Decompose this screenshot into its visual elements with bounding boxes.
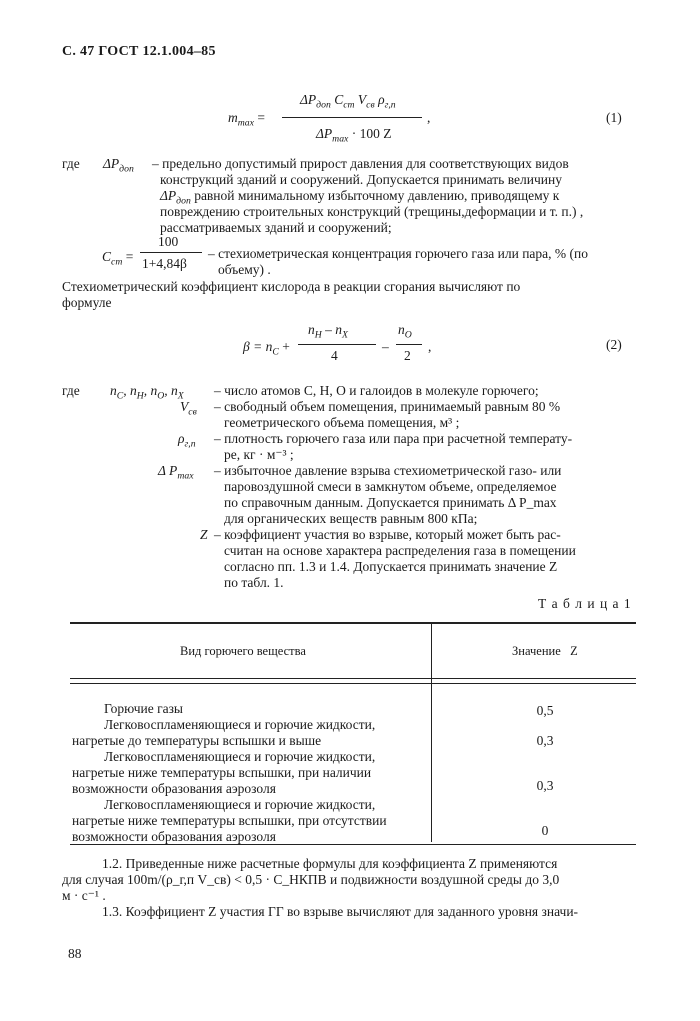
def-text: – число атомов С, Н, О и галоидов в молекуле горючего; [214,383,539,398]
def-text: – плотность горючего газа или пара при расчетной температу- [214,431,573,446]
def-label: $n_C$, $n_H$, $n_O$, $n_X$ [110,383,184,402]
def-label: Z [200,527,208,542]
def-text: – коэффициент участия во взрыве, который может быть рас- [214,527,561,542]
def-text: – предельно допустимый прирост давления для соответствующих видов [152,156,569,171]
paragraph-line: м · с⁻¹ . [62,888,106,903]
table-column-divider [431,622,432,842]
page-header: С. 47 ГОСТ 12.1.004–85 [62,44,216,59]
paragraph-line: 1.2. Приведенные ниже расчетные формулы для коэффициента Z применяются [102,856,558,871]
formula-2-fraction-bar-2 [396,344,422,345]
formula-1-lhs: $m_{max}$ = [228,110,265,129]
formula-1-numerator: $\Delta P_{доп}$ $C_{ст}$ $V_{св}$ $\rho_{г,п}$ [300,92,396,111]
def-text: для органических веществ равным 800 кПа; [224,511,478,526]
table-value: 0,3 [536,733,554,748]
def-text: – свободный объем помещения, принимаемый равным 80 % [214,399,561,414]
def-text: повреждению строительных конструкций (трещины,деформации и т. п.) , [160,204,584,219]
table-top-rule [70,622,636,624]
where-label: где [62,383,80,398]
formula-1-denominator: $\Delta P_{max} \cdot 100$ Z [316,126,392,145]
cst-denominator: 1+4,84β [142,256,187,271]
def-text: объему) . [218,262,271,277]
table-cell: Легковоспламеняющиеся и горючие жидкости, [104,749,376,764]
formula-2-lhs: $\beta = n_C$ + [243,339,290,358]
paragraph-line: для случая 100m/(ρ_г,п V_св) < 0,5 · C_НКПВ и подвижности воздушной среды до 3,0 [62,872,560,887]
cst-numerator: 100 [158,234,179,249]
def-text: геометрического объема помещения, м³ ; [224,415,460,430]
paragraph-line: формуле [62,295,112,310]
def-text: конструкций зданий и сооружений. Допускается принимать величину [160,172,562,187]
table-value: 0 [541,823,549,838]
cst-fraction-bar [140,252,202,253]
formula-2-num1: $n_H - n_X$ [308,322,348,341]
formula-2-fraction-bar-1 [298,344,376,345]
def-text: ре, кг · м⁻³ ; [224,447,294,462]
table-header-col2: Значение Z [512,644,578,658]
table-header-rule-2 [70,683,636,684]
formula-2-den1: 4 [331,348,338,363]
formula-2-comma: , [428,339,432,354]
def-text: $\Delta P_{доп}$ равной минимальному избыточному давлению, приводящему к [160,188,560,207]
def-text: паровоздушной смеси в замкнутом объеме, определяемое [224,479,557,494]
paragraph-line: Стехиометрический коэффициент кислорода в реакции сгорания вычисляют по [62,279,521,294]
formula-2-number: (2) [606,337,622,352]
page-number: 88 [68,946,82,961]
table-cell: нагретые ниже температуры вспышки, при наличии [72,765,372,780]
table-header-col1: Вид горючего вещества [180,644,306,658]
def-text: считан на основе характера распределения газа в помещении [224,543,576,558]
dp-dop-symbol: $\Delta P_{доп}$ [103,156,134,175]
table-cell: Горючие газы [104,701,184,716]
paragraph-line: 1.3. Коэффициент Z участия ГГ во взрыве вычисляют для заданного уровня значи- [102,904,579,919]
table-cell: нагретые ниже температуры вспышки, при отсутствии [72,813,387,828]
table-value: 0,5 [536,703,554,718]
formula-2-num2: $n_O$ [398,322,412,341]
def-text: – избыточное давление взрыва стехиометрической газо- или [214,463,562,478]
formula-2-den2: 2 [404,348,411,363]
def-text: по справочным данным. Допускается принимать Δ P_max [224,495,557,510]
def-label: Δ $P_{max}$ [158,463,194,482]
def-text: согласно пп. 1.3 и 1.4. Допускается принимать значение Z [224,559,558,574]
table-cell: возможности образования аэрозоля [72,829,276,844]
def-text: по табл. 1. [224,575,284,590]
formula-2-minus: – [382,339,389,354]
table-caption: Т а б л и ц а 1 [538,596,632,611]
formula-1-fraction-bar [282,117,422,118]
table-cell: нагретые до температуры вспышки и выше [72,733,322,748]
table-cell: Легковоспламеняющиеся и горючие жидкости, [104,717,376,732]
table-value: 0,3 [536,778,554,793]
def-text: рассматриваемых зданий и сооружений; [160,220,392,235]
cst-symbol: $C_{ст}$ = [102,249,134,268]
def-text: – стехиометрическая концентрация горючего газа или пара, % (по [208,246,589,261]
table-bottom-rule [70,844,636,845]
table-header-rule-1 [70,678,636,679]
def-label: $\rho_{г,п}$ [178,431,196,450]
where-label: где [62,156,80,171]
def-label: $V_{св}$ [180,399,197,418]
table-cell: Легковоспламеняющиеся и горючие жидкости, [104,797,376,812]
table-cell: возможности образования аэрозоля [72,781,276,796]
formula-1-number: (1) [606,110,622,125]
